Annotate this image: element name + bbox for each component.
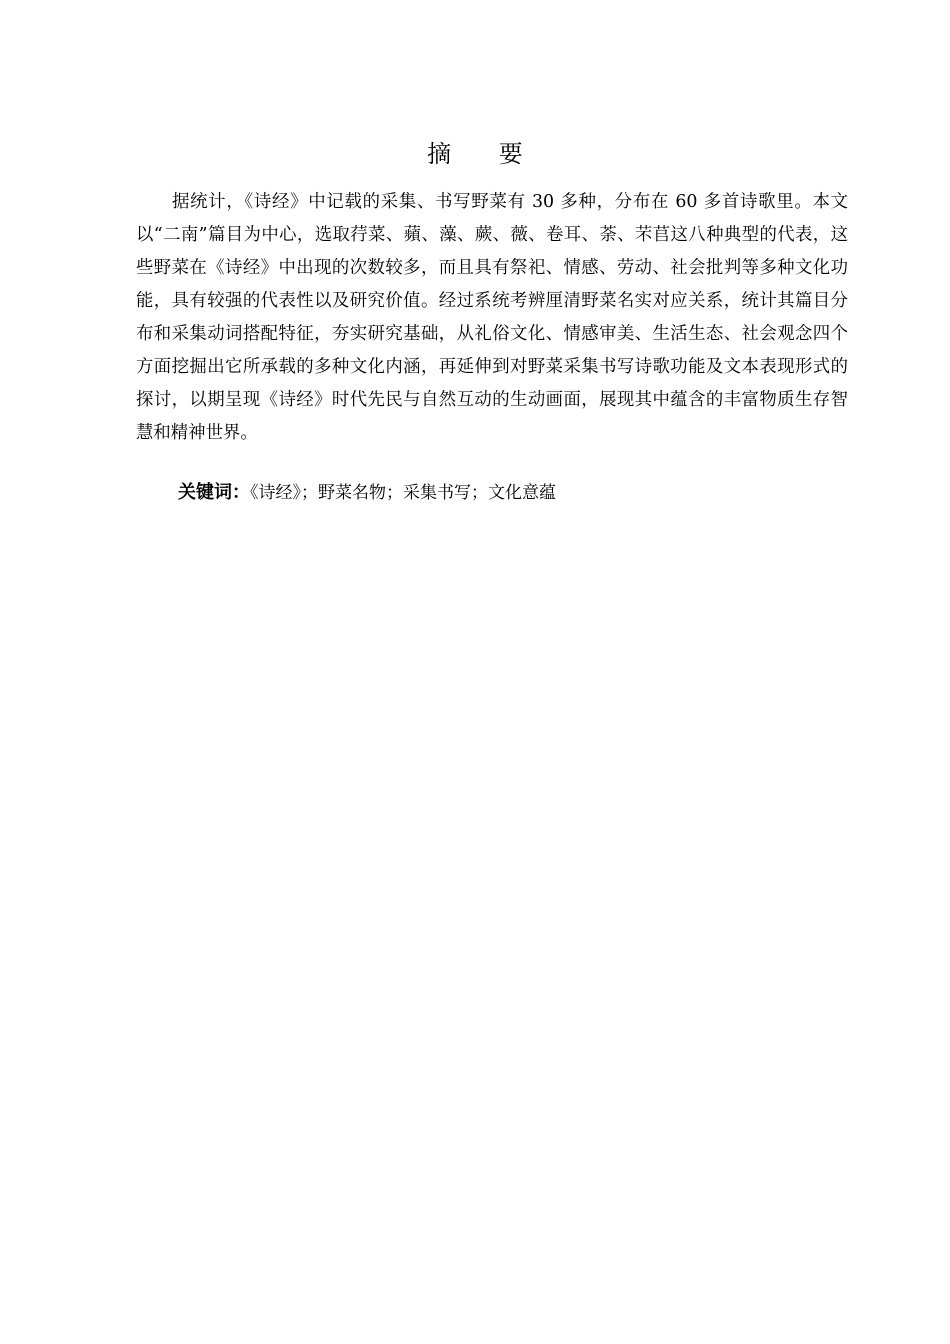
keywords-line [178, 478, 858, 508]
keywords-values: 《诗经》；野菜名物；采集书写；文化意蕴 [250, 483, 556, 503]
keywords-label: 关键词： [178, 482, 250, 503]
page-title: 摘 要 [427, 140, 543, 168]
abstract-paragraph: 据统计，《诗经》中记载的采集、书写野菜有 30 多种，分布在 60 多首诗歌里。本文以“二南”篇目为中心，选取荇菜、蘋、藻、蕨、薇、卷耳、荼、芣苢这八种典型的代表，这些野菜在《诗经》中出现的次数较多，而且具有祭祀、情感、劳动、社会批判等多种文化功能，具有较强的代表性以及研究价值。经过系统考辨厘清野菜名实对应关系，统计其篇目分布和采集动词搭配特征，夯实研究基础，从礼俗文化、情感审美、生活生态、社会观念四个方面挖掘出它所承载的多种文化内涵，再延伸到对野菜采集书写诗歌功能及文本表现形式的探讨，以期呈现《诗经》时代先民与自然互动的生动画面，展现其中蕴含的丰富物质生存智慧和精神世界。 [136, 192, 848, 443]
